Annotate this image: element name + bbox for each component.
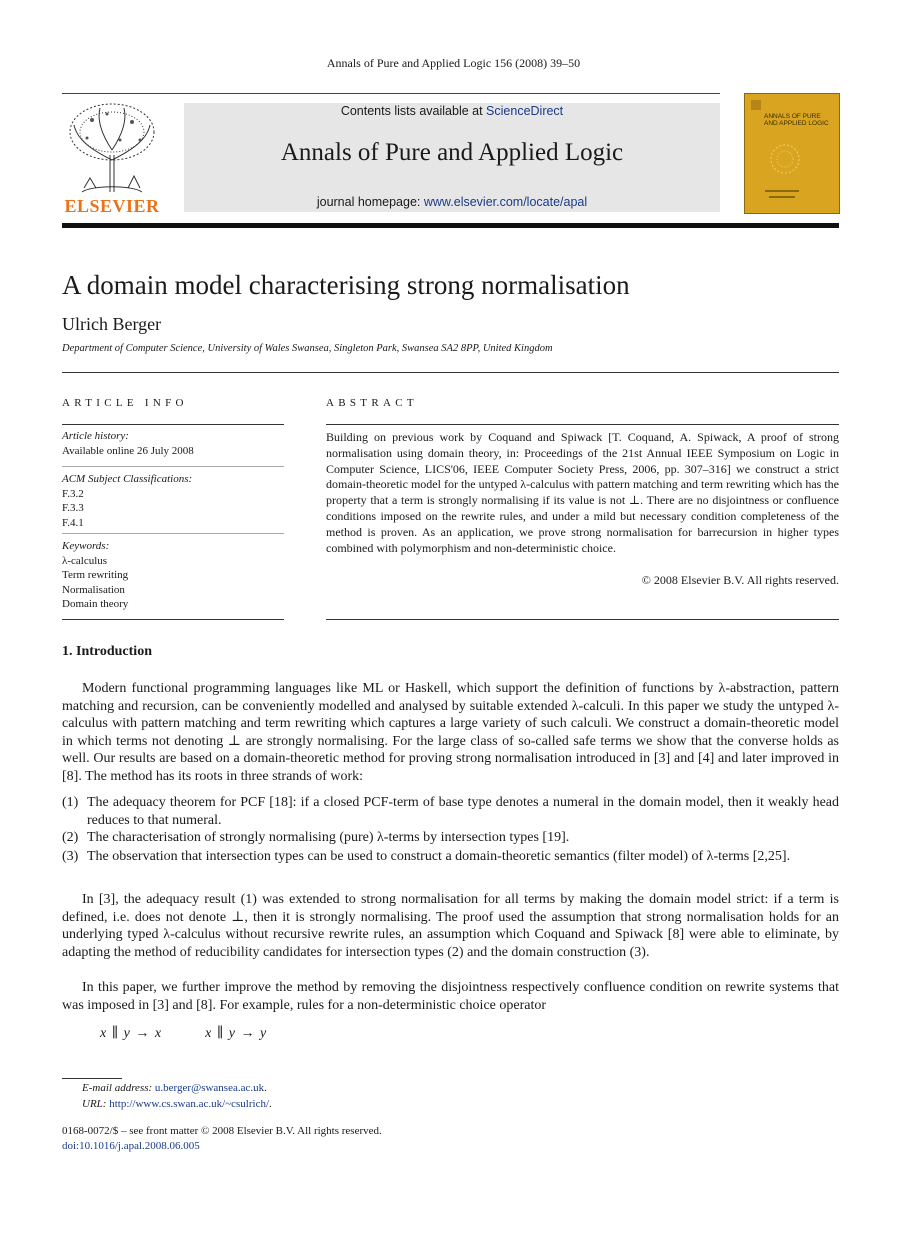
header-thick-rule (62, 223, 839, 228)
info-bottom-rule (62, 619, 284, 620)
cover-ornament-icon (745, 94, 839, 213)
acm-item: F.4.1 (62, 516, 84, 529)
url-link[interactable]: http://www.cs.swan.ac.uk/~csulrich/ (109, 1098, 270, 1110)
running-head: Annals of Pure and Applied Logic 156 (2008) 39–50 (326, 56, 581, 70)
email-link[interactable]: u.berger@swansea.ac.uk (154, 1082, 265, 1094)
author-name: Ulrich Berger (62, 314, 162, 334)
list-number: (2) (62, 830, 79, 845)
doi-link[interactable]: doi:10.1016/j.apal.2008.06.005 (62, 1140, 200, 1152)
journal-title: Annals of Pure and Applied Logic (280, 139, 624, 166)
list-text: The observation that intersection types can be used to construct a domain-theoretic semantics (filter model) of λ-terms [2,25]. (87, 849, 791, 864)
article-history (62, 429, 284, 458)
author-affiliation: Department of Computer Science, University of Wales Swansea, Singleton Park, Swansea SA2 8PP, United Kingdom (62, 343, 553, 354)
homepage-prefix: journal homepage: (316, 195, 424, 209)
intro-paragraph-1: Modern functional programming languages like ML or Haskell, which support the definition of functions by λ-abstraction, pattern matching and recursion, can be conveniently modelled and analysed by suitable extended λ-calculi. In this paper we study the untyped λ-calculus with pattern matching and term rewriting which captures a large variety of such calculi. We construct a domain-theoretic model in which terms not denoting ⊥ are strongly normalising. For the large class of so-called safe terms we show that the converse holds as well. Our results are based on a domain-theoretic method for proving strong normalisation introduced in [3] and [4] and later improved in [8]. The method has its roots in three strands of work: (62, 681, 839, 784)
url-label: URL: (82, 1098, 110, 1110)
keyword-item: Domain theory (62, 598, 129, 610)
list-text: The characterisation of strongly normalising (pure) λ-terms by intersection types [19]. (87, 830, 570, 845)
abstract-heading: ABSTRACT (326, 397, 418, 409)
info-top-rule (62, 372, 839, 373)
contents-line (184, 104, 720, 118)
acm-classifications (62, 472, 284, 530)
keywords-block (62, 539, 284, 612)
sciencedirect-link[interactable]: ScienceDirect (486, 104, 564, 118)
info-divider (62, 533, 284, 534)
display-equation: x ∥ y → x x ∥ y → y (100, 1026, 267, 1041)
homepage-line (184, 195, 720, 209)
history-value: Available online 26 July 2008 (62, 444, 194, 457)
intro-paragraph-2: In [3], the adequacy result (1) was extended to strong normalisation for all terms by making the domain model strict: if a term is defined, i.e. does not denote ⊥, then it is strongly normalising. The proof used the assumption that strong normalisation holds for an underlying typed λ-calculus without recursive rewrite rules, an assumption which Coquand and Spiwack [8] were able to eliminate, by adapting the method of reducibility candidates for intersection types (2) and the domain construction (3). (62, 892, 839, 960)
footnote-url: URL: http://www.cs.swan.ac.uk/~csulrich/. (82, 1098, 272, 1110)
keyword-item: λ-calculus (62, 554, 108, 567)
list-item (62, 794, 839, 830)
list-item (62, 848, 839, 884)
acm-label: ACM Subject Classifications: (62, 473, 193, 485)
publisher-logo-text: ELSEVIER (64, 196, 160, 216)
abstract-text: Building on previous work by Coquand and Spiwack [T. Coquand, A. Spiwack, A proof of strong normalisation using domain theory, in: Proceedings of the 21st Annual IEEE Symposium on Logic in Computer Science, LICS'06, IEEE Computer Society Press, 2006, pp. 307–316] we construct a strict domain-theoretic model for the untyped λ-calculus with pattern matching and term rewriting which has the property that a term is strongly normalising if its value is not ⊥. There are no disjointness or confluence conditions imposed on the rewrite rules, and under a mild but necessary condition completeness of the method is proven. As an application, we prove strong normalisation for barrecursion in higher types combined with polymorphism and non-deterministic choice. (326, 430, 839, 555)
footnote-rule (62, 1078, 122, 1079)
list-text: The adequacy theorem for PCF [18]: if a closed PCF-term of base type denotes a numeral in the domain model, then it weakly head reduces to that numeral. (87, 795, 839, 828)
cover-title: ANNALS OF PURE AND APPLIED LOGIC (764, 113, 829, 127)
keywords-label: Keywords: (62, 540, 110, 552)
acm-item: F.3.2 (62, 487, 84, 500)
footnote-email: E-mail address: u.berger@swansea.ac.uk. (82, 1082, 267, 1094)
homepage-link[interactable]: www.elsevier.com/locate/apal (423, 195, 588, 209)
list-item (62, 829, 839, 847)
masthead-top-rule (62, 93, 720, 94)
list-number: (3) (62, 849, 79, 864)
issn-line: 0168-0072/$ – see front matter © 2008 Elsevier B.V. All rights reserved. (62, 1125, 382, 1137)
acm-item: F.3.3 (62, 502, 84, 514)
abstract-rule (326, 424, 839, 425)
journal-cover-image (744, 93, 840, 214)
keyword-item: Term rewriting (62, 569, 129, 581)
keyword-item: Normalisation (62, 583, 125, 596)
article-info-rule (62, 424, 284, 425)
article-title: A domain model characterising strong normalisation (62, 270, 630, 300)
list-number: (1) (62, 795, 79, 810)
email-label: E-mail address: (82, 1082, 155, 1094)
info-divider (62, 466, 284, 467)
intro-paragraph-3: In this paper, we further improve the method by removing the disjointness respectively confluence condition on rewrite systems that was imposed in [3] and [8]. For example, rules for a non-deterministic choice operator (62, 980, 839, 1013)
history-label: Article history: (62, 430, 129, 442)
abstract-bottom-rule (326, 619, 839, 620)
article-info-heading: ARTICLE INFO (62, 397, 188, 409)
contents-prefix: Contents lists available at (340, 104, 487, 118)
section-heading-introduction: 1. Introduction (62, 644, 152, 659)
abstract-copyright: © 2008 Elsevier B.V. All rights reserved. (641, 573, 839, 587)
